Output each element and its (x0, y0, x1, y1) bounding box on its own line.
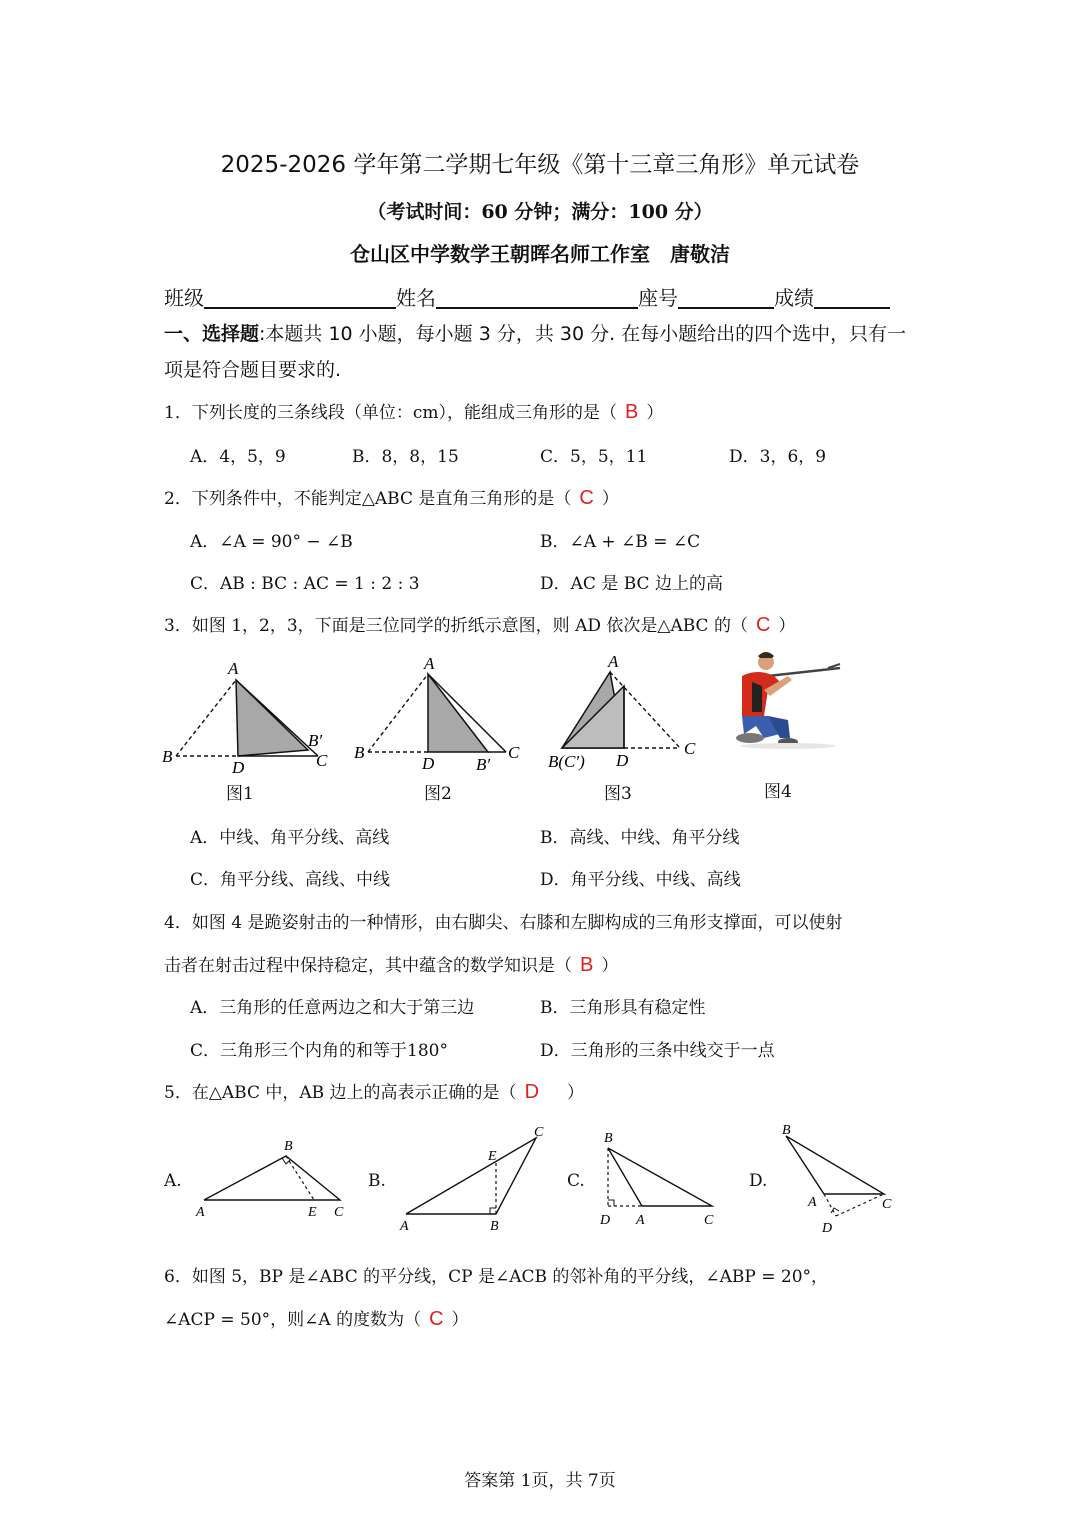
label-c: C (882, 1197, 892, 1212)
label-b-prime: B′ (308, 731, 323, 750)
question-text-end: ） (601, 956, 619, 976)
section-label: 一、选择题 (164, 323, 260, 345)
question-text-end: ） (567, 1083, 585, 1103)
question-1 (164, 398, 663, 424)
label-d: D (422, 754, 435, 773)
shooter-image (728, 646, 846, 752)
question-6-line1: 6．如图 5，BP 是∠ABC 的平分线，CP 是∠ACB 的邻补角的平分线，∠ABP = 20°， (164, 1267, 829, 1287)
option-a-figure (195, 1139, 344, 1220)
q4-option-c: C．三角形三个内角的和等于180° (190, 1041, 448, 1061)
option-b-figure (399, 1125, 544, 1234)
label-d: D (232, 758, 245, 777)
q1-option-a: A．4，5，9 (190, 447, 286, 467)
answer: B (624, 401, 639, 423)
question-text: 2．下列条件中，不能判定△ABC 是直角三角形的是（ (164, 489, 572, 509)
q2-option-b: B．∠A + ∠B = ∠C (540, 532, 701, 552)
label-b-prime: B′ (476, 755, 491, 774)
name-field[interactable] (436, 287, 638, 309)
q3-option-c: C．角平分线、高线、中线 (190, 870, 391, 890)
altitude-figures (190, 1120, 910, 1240)
q3-option-a: A．中线、角平分线、高线 (190, 828, 390, 848)
label-a: A (808, 1195, 817, 1210)
question-6 (164, 1305, 469, 1331)
q2-option-a: A．∠A = 90° − ∠B (190, 532, 353, 552)
caption-fig2: 图2 (424, 784, 452, 804)
label-c: C (704, 1213, 714, 1228)
exam-info: （考试时间：60 分钟；满分：100 分） (367, 201, 713, 223)
question-text: ∠ACP = 50°，则∠A 的度数为（ (164, 1310, 422, 1330)
q3-option-b: B．高线、中线、角平分线 (540, 828, 740, 848)
score-label: 成绩 (774, 286, 814, 310)
q5-option-d: D. (749, 1171, 768, 1191)
question-text-end: ） (451, 1310, 469, 1330)
label-d: D (822, 1221, 833, 1236)
label-b: B (284, 1139, 293, 1154)
label-d: D (600, 1213, 611, 1228)
q5-option-a: A. (164, 1171, 182, 1191)
label-c: C (508, 743, 520, 762)
question-text-end: ） (646, 403, 664, 423)
question-text: 5．在△ABC 中，AB 边上的高表示正确的是（ (164, 1083, 517, 1103)
answer: C (579, 487, 594, 509)
label-c: C (316, 751, 328, 770)
question-text: 1．下列长度的三条线段（单位：cm），能组成三角形的是（ (164, 403, 617, 423)
q1-option-b: B．8，8，15 (352, 447, 459, 467)
label-d: D (616, 751, 629, 770)
question-text-end: ） (601, 489, 619, 509)
q3-option-d: D．角平分线、中线、高线 (540, 870, 741, 890)
q1-option-d: D．3，6，9 (729, 447, 827, 467)
label-a: A (400, 1219, 409, 1234)
q4-option-a: A．三角形的任意两边之和大于第三边 (190, 998, 475, 1018)
label-b: B (162, 747, 173, 766)
q5-option-c: C. (567, 1171, 585, 1191)
question-2 (164, 484, 619, 510)
label-b: B (490, 1219, 499, 1234)
caption-fig4: 图4 (764, 782, 792, 802)
label-c: C (534, 1125, 544, 1140)
label-a: A (196, 1205, 205, 1220)
question-text: 3．如图 1，2，3，下面是三位同学的折纸示意图，则 AD 依次是△ABC 的（ (164, 616, 748, 636)
question-4 (164, 951, 618, 977)
label-b-c-prime: B(C′) (548, 752, 585, 771)
name-label: 姓名 (396, 286, 436, 310)
label-a: A (424, 654, 435, 673)
label-a: A (608, 652, 619, 671)
label-c: C (684, 739, 696, 758)
option-d-figure (782, 1123, 892, 1236)
question-text-end: ） (778, 616, 796, 636)
score-field[interactable] (814, 287, 890, 309)
q4-option-b: B．三角形具有稳定性 (540, 998, 706, 1018)
seat-label: 座号 (638, 286, 678, 310)
figure-3 (548, 652, 696, 771)
label-e: E (488, 1149, 497, 1164)
question-5 (164, 1078, 584, 1104)
label-b: B (604, 1131, 613, 1146)
caption-fig1: 图1 (226, 784, 254, 804)
q1-option-c: C．5，5，11 (540, 447, 648, 467)
label-c: C (334, 1205, 344, 1220)
answer: B (580, 954, 594, 976)
question-3 (164, 611, 795, 637)
question-text: 击者在射击过程中保持稳定，其中蕴含的数学知识是（ (164, 956, 572, 976)
label-b: B (354, 743, 365, 762)
q5-option-b: B. (368, 1171, 386, 1191)
answer: C (755, 614, 771, 636)
option-c-figure (599, 1131, 714, 1228)
class-field[interactable] (204, 287, 396, 309)
answer: D (524, 1081, 540, 1103)
q4-option-d: D．三角形的三条中线交于一点 (540, 1041, 775, 1061)
caption-fig3: 图3 (604, 784, 632, 804)
class-label: 班级 (164, 286, 204, 310)
section-desc: :本题共 10 小题，每小题 3 分，共 30 分. 在每小题给出的四个选中，只有一项是符合题目要求的. (164, 323, 907, 381)
q2-option-d: D．AC 是 BC 边上的高 (540, 574, 723, 594)
label-e: E (308, 1205, 317, 1220)
author: 仓山区中学数学王朝晖名师工作室 唐敬洁 (350, 242, 730, 266)
label-a: A (636, 1213, 645, 1228)
label-b: B (782, 1123, 791, 1138)
figure-2 (354, 654, 520, 774)
label-a: A (228, 659, 239, 678)
answer: C (429, 1308, 444, 1330)
page-footer: 答案第 1页，共 7页 (464, 1471, 616, 1491)
fold-figures (150, 650, 720, 780)
q2-option-c: C．AB : BC : AC = 1 : 2 : 3 (190, 574, 420, 594)
seat-field[interactable] (678, 287, 774, 309)
page-title: 2025-2026 学年第二学期七年级《第十三章三角形》单元试卷 (220, 152, 860, 178)
figure-1 (162, 659, 328, 777)
student-info-row (164, 282, 890, 311)
question-4-line1: 4．如图 4 是跪姿射击的一种情形，由右脚尖、右膝和左脚构成的三角形支撑面，可以使射 (164, 913, 843, 933)
section-heading (164, 316, 924, 388)
